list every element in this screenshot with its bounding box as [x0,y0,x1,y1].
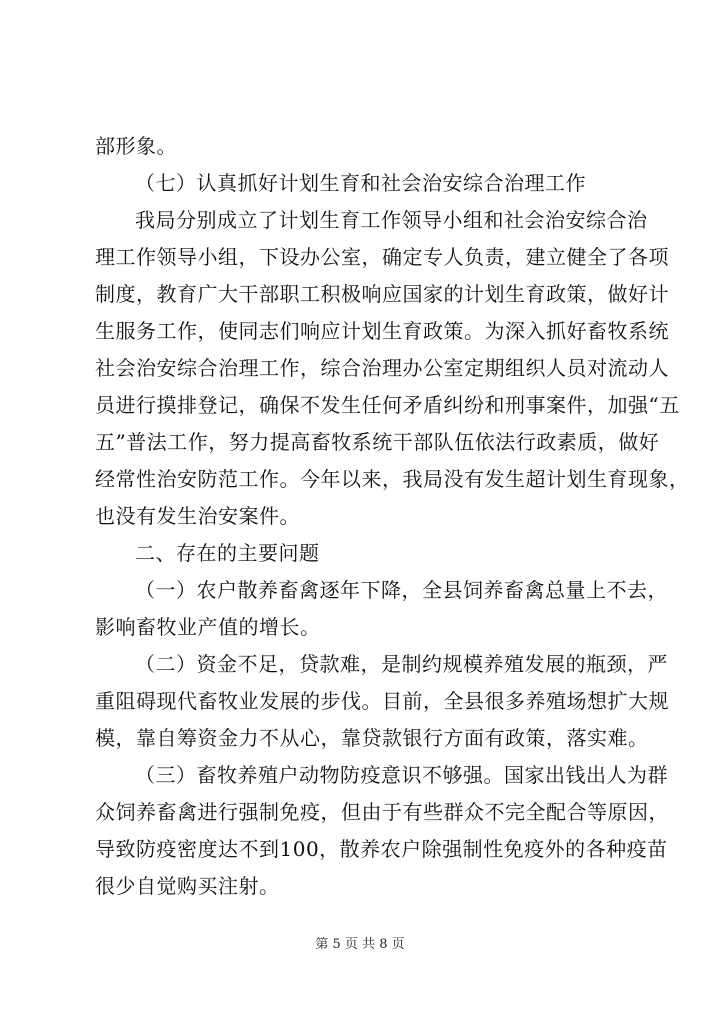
text-line: 部形象。 [95,134,177,158]
text-line: （二）资金不足，贷款难，是制约规模养殖发展的瓶颈，严 [135,652,668,676]
text-line: 也没有发生治安案件。 [95,504,300,528]
text-line: 影响畜牧业产值的增长。 [95,615,321,639]
text-line: 很少自觉购买注射。 [95,874,280,898]
text-line: 社会治安综合治理工作，综合治理办公室定期组织人员对流动人 [95,356,669,380]
text-line: 制度，教育广大干部职工积极响应国家的计划生育政策，做好计 [95,282,669,306]
text-line: 我局分别成立了计划生育工作领导小组和社会治安综合治 [135,208,648,232]
text-line: （一）农户散养畜禽逐年下降，全县饲养畜禽总量上不去， [135,578,668,602]
text-line: 五”普法工作，努力提高畜牧系统干部队伍依法行政素质，做好 [95,430,660,454]
text-line: 导致防疫密度达不到100，散养农户除强制性免疫外的各种疫苗 [95,837,668,861]
section-heading-2: 二、存在的主要问题 [135,541,320,565]
text-line: 理工作领导小组，下设办公室，确定专人负责，建立健全了各项 [95,245,669,269]
text-line: 众饲养畜禽进行强制免疫，但由于有些群众不完全配合等原因， [95,800,669,824]
text-line: （三）畜牧养殖户动物防疫意识不够强。国家出钱出人为群 [135,763,668,787]
text-line: 员进行摸排登记，确保不发生任何矛盾纠纷和刑事案件，加强“五 [95,393,680,417]
text-line: 经常性治安防范工作。今年以来，我局没有发生超计划生育现象， [95,467,690,491]
text-line: 生服务工作，使同志们响应计划生育政策。为深入抓好畜牧系统 [95,319,669,343]
page-number-label: 第 5 页 共 8 页 [315,937,405,952]
body-text [95,128,690,905]
page-footer [0,936,720,954]
text-line: 重阻碍现代畜牧业发展的步伐。目前，全县很多养殖场想扩大规 [95,689,669,713]
section-heading-7: （七）认真抓好计划生育和社会治安综合治理工作 [135,171,586,195]
text-line: 模，靠自筹资金力不从心，靠贷款银行方面有政策，落实难。 [95,726,649,750]
